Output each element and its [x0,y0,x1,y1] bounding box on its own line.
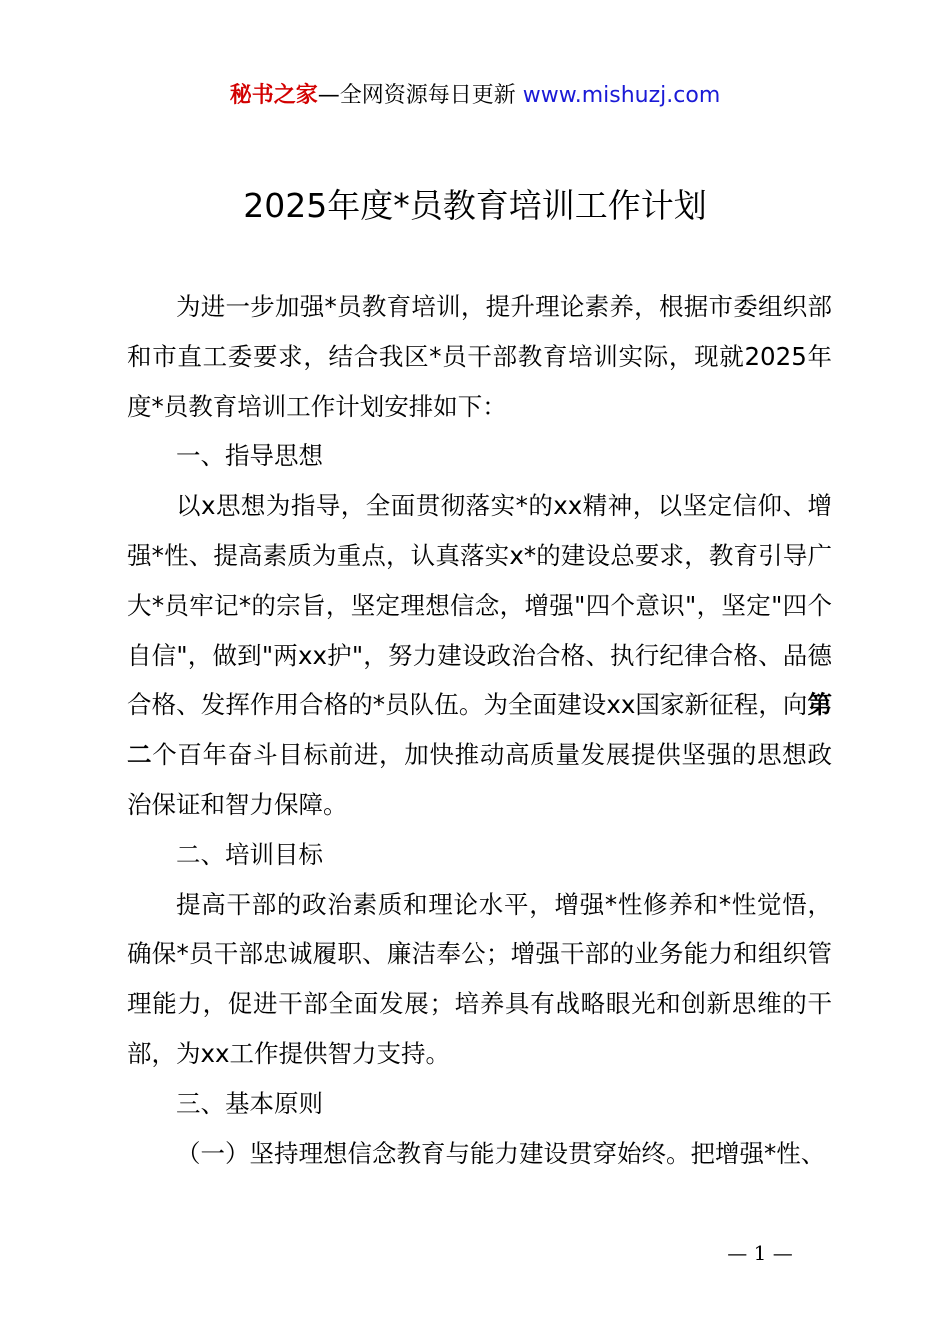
brand-name: 秘书之家 [229,83,318,108]
site-banner [0,80,950,112]
principle-item-1: （一）坚持理想信念教育与能力建设贯穿始终。把增强*性、 [176,1138,826,1168]
section-heading-basic-principles: 三、基本原则 [176,1088,323,1118]
section-paragraph-guiding-ideology [127,481,832,830]
document-title: 2025年度*员教育培训工作计划 [243,186,707,225]
section-heading-training-goals: 二、培训目标 [176,839,323,869]
page-number: — 1 — [727,1241,793,1265]
guiding-ideology-text-part1: 以x思想为指导，全面贯彻落实*的xx精神，以坚定信仰、增强*性、提高素质为重点，认真落实x*的建设总要求，教育引导广大*员牢记*的宗旨，坚定理想信念，增强"四个意识"，坚定"四个自信"，做到"两xx护"，努力建设政治合格、执行纪律合格、品德合格、发挥作用合格的*员队伍。为全面建设xx国家新征程，向 [127,491,832,720]
section-heading-guiding-ideology: 一、指导思想 [176,441,323,471]
brand-tagline: —全网资源每日更新 [317,83,516,108]
intro-paragraph: 为进一步加强*员教育培训，提升理论素养，根据市委组织部和市直工委要求，结合我区*员干部教育培训实际，现就2025年度*员教育培训工作计划安排如下： [127,292,832,421]
site-url-link[interactable]: www.mishuzj.com [522,83,721,108]
section-paragraph-training-goals: 提高干部的政治素质和理论水平，增强*性修养和*性觉悟，确保*员干部忠诚履职、廉洁奉公；增强干部的业务能力和组织管理能力，促进干部全面发展；培养具有战略眼光和创新思维的干部，为xx工作提供智力支持。 [127,889,832,1068]
document-body [127,282,832,1178]
guiding-ideology-bold-text: 第二 [127,690,832,770]
guiding-ideology-text-part2: 个百年奋斗目标前进，加快推动高质量发展提供坚强的思想政治保证和智力保障。 [127,740,833,819]
